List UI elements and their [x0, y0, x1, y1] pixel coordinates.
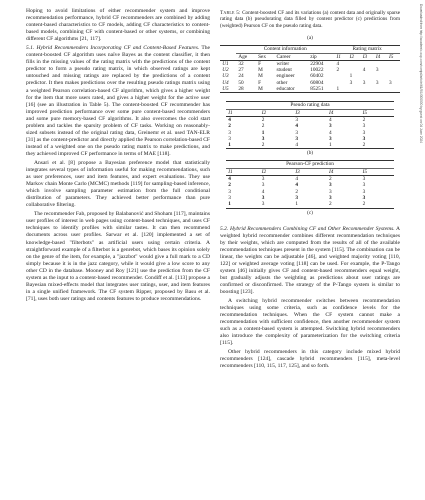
table-cell: 2	[228, 182, 231, 189]
column-header: I4	[375, 53, 381, 60]
column-header: I2	[261, 168, 267, 175]
table-cell: 50	[238, 79, 244, 86]
table-cell: 1	[261, 129, 265, 136]
table-cell: 3	[228, 188, 231, 195]
table-cell: 3	[375, 67, 379, 74]
section-5-1	[26, 45, 210, 158]
table-caption-text: Content-boosted CF and its variations (a) content data and originally sparse rating data (b) pseudorating data filled by content predictor (c) predictions from (weighted) Pearson CF on the pseudo rating data.	[220, 10, 401, 29]
paragraph: The recommender Fab, proposed by Balabanović and Shoham [117], maintains user profiles of interest in web pages using content-based techniques, and uses CF techniques to identify profiles with similar tastes. It can then recommend documents across user profiles. Sarwar et al. [120] implemented a set of knowledge-based "filterbots" as artificial users using certain criteria. A straightforward example of a filterbot is a genrebot, which bases its opinion solely on the genre of the item, for example, a "jazzbot" would give a full mark to a CD simply because it is in the jazz category, while it would give a low score to any other CD in the database. Mooney and Roy [121] use the prediction from the CF system as the input to a content-based recommender. Condiff et al. [113] propose a Bayesian mixed-effects model that integrates user ratings, user, and item features in a single unified framework. The CF system Ripper, proposed by Basu et al. [71], uses both user ratings and contents features to produce recommendations.	[26, 211, 210, 302]
table-cell: 1	[328, 142, 332, 149]
table-cell: 3	[362, 135, 366, 142]
paragraph: The content-boosted CF algorithm uses naïve Bayes as the content classifier, it then fills in the missing values of the rating matrix with the predictions of the content predictor to form a pseudo rating matrix, in which observed ratings are kept untouched and missing ratings are replaced by the predictions of a content predictor. It then makes predictions over the resulting pseudo ratings matrix using a weighted Pearson correlation-based CF algorithm, which gives a higher weight for the item that more users rated, and gives a higher weight for the active user [16] (see an illustration in Table 5). The content-boosted CF recommender has improved prediction performance over some pure content-based recommenders and some pure memory-based CF algorithms. It also overcomes the cold start problem and tackles the sparsity problem of CF tasks. Working on reasonably-sized subsets instead of the original rating data, Greinemr et al. used TAN-ELR [31] as the content-predictor and directly applied the Pearson correlation-based CF instead of a weighted one on the pseudo rating matrix to make predictions, and they achieved improved CF performance in terms of MAE [118].	[26, 45, 210, 157]
row-header: U1	[222, 60, 229, 67]
table-cell: 3	[362, 194, 366, 201]
table-cell: 4	[328, 116, 332, 123]
paragraph: Other hybrid recommenders in this category include mixed hybrid recommenders [124], cascade hybrid recommenders [115], meta-level recommenders [110, 115, 117, 125], and so forth.	[220, 349, 400, 370]
table-cell: 4	[295, 176, 299, 183]
table-cell: 3	[228, 129, 231, 136]
table-cell: 2	[328, 201, 332, 208]
table-cell: 3	[362, 188, 366, 195]
table-cell: 3	[328, 123, 332, 130]
table-cell: 85251	[310, 86, 324, 93]
table-cell: 4	[228, 116, 231, 123]
column-header: I1	[336, 53, 341, 60]
column-header	[220, 53, 236, 60]
column-header: I4	[328, 109, 334, 116]
table-row	[226, 201, 394, 208]
table-cell: 2	[295, 188, 299, 195]
table-cell	[387, 86, 400, 93]
table-cell: 3	[295, 194, 299, 201]
table-cell: 3	[362, 129, 366, 136]
table-cell: M	[258, 86, 263, 93]
table-cell: 24	[238, 73, 244, 80]
table-cell: 2	[228, 123, 231, 130]
table-cell: 3	[375, 79, 379, 86]
table-c	[226, 160, 394, 208]
table-cell	[374, 86, 387, 93]
table-cell: 3	[362, 182, 366, 189]
table-cell: 1	[336, 86, 340, 93]
table-b	[226, 101, 394, 149]
table-cell: 3	[228, 135, 231, 142]
row-header: U5	[222, 86, 229, 93]
table-cell: F	[258, 60, 262, 67]
column-header: I2	[261, 109, 267, 116]
table-cell: 32	[238, 60, 244, 67]
column-header: Career	[276, 53, 291, 60]
column-header: I3	[295, 168, 300, 175]
table-row	[226, 142, 394, 149]
table-cell	[387, 60, 400, 67]
table-cell: 3	[295, 129, 299, 136]
table-cell: 2	[261, 142, 265, 149]
table-cell: 3	[328, 194, 332, 201]
table-cell: 3	[389, 79, 392, 86]
pearson-prediction-header: Pearson-CF prediction	[226, 161, 394, 168]
table-cell: M	[258, 73, 263, 80]
table-cell	[347, 86, 360, 93]
table-cell: 2	[261, 116, 265, 123]
table-cell	[361, 60, 374, 67]
paragraph: A switching hybrid recommender switches between recommendation techniques using some criteria, such as confidence levels for the recommendation techniques. When the CF system cannot make a recommendation with sufficient confidence, then another recommender system such as a content-based system is attempted. Switching hybrid recommenders also introduce the complexity of parameterization for the switching criteria [115].	[220, 298, 400, 347]
table-cell: 2	[362, 116, 366, 123]
table-c-label: (c)	[307, 209, 313, 216]
right-column	[220, 10, 400, 373]
column-header: I5	[362, 109, 367, 116]
content-info-header: Content information	[236, 46, 334, 53]
table-cell: 60402	[310, 73, 324, 80]
table-cell: 1	[295, 201, 299, 208]
column-header: I4	[328, 168, 334, 175]
table-b-label: (b)	[306, 150, 314, 157]
table-cell: 3	[349, 79, 353, 86]
paragraph: Hoping to avoid limitations of either recommender system and improve recommendation performance, hybrid CF recommenders are combined by adding content-based characteristics to CF models, adding CF characteristics to content-based models, combining CF with content-based or other systems, or combining different CF algorithms [21, 117].	[26, 8, 210, 43]
row-header: U4	[222, 79, 229, 86]
left-column	[26, 8, 210, 305]
table-cell: 3	[362, 176, 366, 183]
pseudo-rating-header: Pseudo rating data	[226, 102, 394, 109]
table-cell: 2	[261, 123, 265, 130]
row-header: U2	[222, 67, 229, 74]
table-cell: 3	[261, 194, 265, 201]
table-cell: 2	[336, 67, 340, 74]
table-cell: 3	[362, 123, 366, 130]
table-cell: engineer	[276, 73, 295, 80]
column-header: I5	[389, 53, 394, 60]
rating-matrix-header: Rating matrix	[334, 46, 400, 53]
table-cell: student	[276, 67, 292, 74]
table-caption	[220, 10, 400, 29]
table-cell: 4	[228, 176, 231, 183]
table-cell: 3	[362, 79, 366, 86]
table-cell: 4	[295, 142, 299, 149]
column-header: I3	[295, 109, 300, 116]
table-cell: 3	[261, 176, 265, 183]
table-cell: 4	[362, 67, 366, 74]
table-cell: 3	[295, 116, 299, 123]
table-cell: 3	[328, 135, 332, 142]
table-cell: 3	[328, 188, 332, 195]
table-cell: 1	[228, 142, 231, 149]
table-cell: F	[258, 79, 262, 86]
table-cell: 27	[238, 67, 244, 74]
table-cell: 3	[261, 201, 265, 208]
table-cell: 4	[295, 182, 299, 189]
table-number: Table 5:	[220, 10, 241, 16]
table-cell: 4	[336, 60, 340, 67]
table-cell: 4	[261, 188, 265, 195]
table-cell: 3	[328, 182, 332, 189]
table-cell: 10022	[310, 67, 324, 74]
column-header: Age	[238, 53, 248, 60]
table-cell: 28	[238, 86, 244, 93]
table-cell: 2	[362, 142, 366, 149]
column-header: I1	[228, 168, 233, 175]
table-cell: 3	[261, 135, 265, 142]
table-cell: 2	[328, 176, 332, 183]
table-cell: 1	[349, 73, 353, 80]
table-cell: writer	[276, 60, 290, 67]
table-cell	[347, 60, 360, 67]
paragraph: A weighted hybrid recommender combines different recommendation techniques by their weights, which are computed from the results of all of the available recommendation techniques present in the system [115]. The combination can be linear, the weights can be adjustable [46], and weighted majority voting [110, 122] or weighted average voting [118] can be used. For example, the P-Tango system [46] initially gives CF and content-based recommenders equal weight, but gradually adjusts the weighting as predictions about user ratings are confirmed or disconfirmed. The strategy of the P-Tango system is similar to boosting [123].	[220, 225, 400, 296]
table-cell: 4	[328, 129, 332, 136]
table-cell: other	[276, 79, 288, 86]
section-title: 5.1. Hybrid Recommenders Incorporating CF and Content-Based Features.	[26, 45, 200, 52]
section-title: 5.2. Hybrid Recommenders Combining CF and Other Recommender Systems.	[220, 225, 395, 232]
table-row	[226, 176, 394, 183]
row-header: U3	[222, 73, 229, 80]
table-cell: 60804	[310, 79, 324, 86]
table-row	[220, 60, 400, 67]
table-cell: 1	[228, 201, 231, 208]
table-cell: 3	[261, 182, 265, 189]
paragraph: Ansari et al. [8] propose a Bayesian preference model that statistically integrates several types of information useful for making recommendations, such as user preferences, user and item features, and expert evaluations. They use Markov chain Monte Carlo (MCMC) methods [119] for sampling-based inference, which involve sampling parameter estimation from the full conditional distribution of parameters. They achieved better performance than pure collaborative filtering.	[26, 159, 210, 209]
table-cell: educator	[276, 86, 295, 93]
table-cell: M	[258, 67, 263, 74]
download-notice-strip: Downloaded from http://academic.oup.com/comjnl/article/61/5/1/000000 by guest on 04 June 2024	[419, 4, 423, 143]
column-header: I1	[228, 109, 233, 116]
column-header: I3	[362, 53, 368, 60]
table-cell: 2	[362, 201, 366, 208]
table-row	[220, 86, 400, 93]
table-cell: 3	[228, 194, 231, 201]
table-a-label: (a)	[307, 35, 313, 42]
table-a	[220, 45, 400, 93]
table-cell: 3	[295, 135, 299, 142]
table-row	[226, 116, 394, 123]
column-header: I2	[349, 53, 355, 60]
table-cell	[374, 60, 387, 67]
column-header: I5	[362, 168, 367, 175]
table-cell: 22904	[310, 60, 324, 67]
column-header: zip	[310, 53, 317, 60]
table-cell: 4	[295, 123, 299, 130]
table-cell	[361, 86, 374, 93]
column-header: Sex	[258, 53, 267, 60]
section-5-2	[220, 226, 400, 296]
